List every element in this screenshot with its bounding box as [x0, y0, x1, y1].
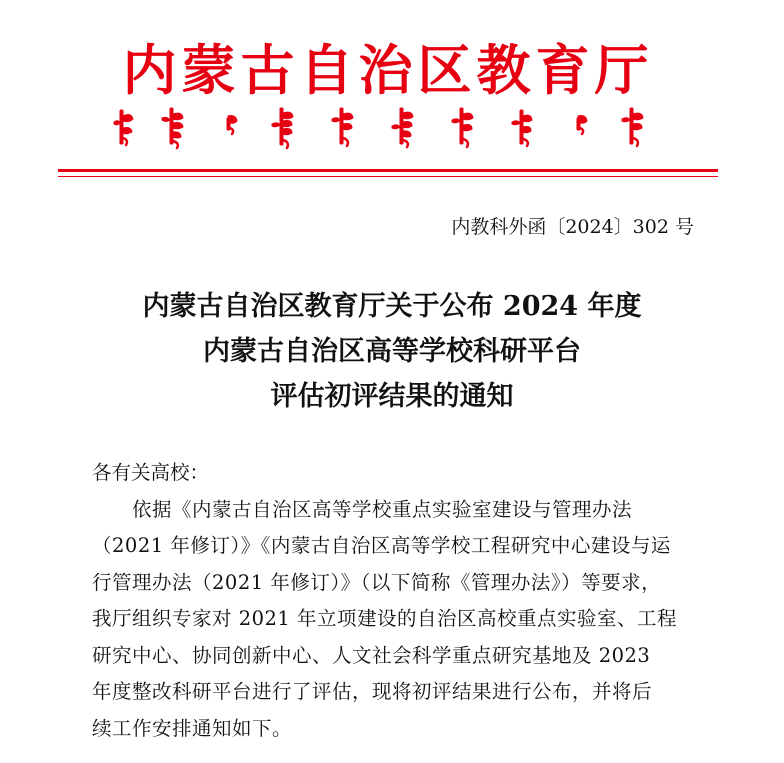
- mongolian-word-8: [512, 110, 532, 146]
- document-title-line-2: 内蒙古自治区高等学校科研平台: [203, 336, 581, 367]
- document-title-line-1: 内蒙古自治区教育厅关于公布 2024 年度: [142, 291, 642, 322]
- document-body: [92, 455, 704, 747]
- paragraph-line: 我厅组织专家对 2021 年立项建设的自治区高校重点实验室、工程: [92, 607, 678, 630]
- mongolian-word-5: [332, 108, 353, 146]
- mongolian-word-3: [227, 116, 237, 134]
- letterhead-title: 内蒙古自治区教育厅: [122, 38, 654, 102]
- mongolian-word-9: [577, 116, 587, 134]
- mongolian-word-2: [162, 108, 183, 148]
- document-title-line-3: 评估初评结果的通知: [270, 381, 514, 412]
- mongolian-word-1: [114, 110, 133, 145]
- letterhead-mongolian-script: [100, 104, 680, 150]
- paragraph-line: （2021 年修订）》《内蒙古自治区高等学校工程研究中心建设与运: [92, 534, 671, 557]
- paragraph-line: 研究中心、协同创新中心、人文社会科学重点研究基地及 2023: [92, 643, 651, 667]
- body-paragraph: [92, 492, 704, 748]
- mongolian-word-10: [622, 108, 643, 146]
- paragraph-line: 依据《内蒙古自治区高等学校重点实验室建设与管理办法: [132, 497, 633, 521]
- letterhead-divider-thick: [58, 169, 718, 172]
- mongolian-word-6: [392, 108, 413, 147]
- paragraph-line: 续工作安排通知如下。: [92, 716, 293, 740]
- document-number: 内教科外函〔2024〕302 号: [451, 216, 694, 238]
- mongolian-word-7: [452, 108, 473, 147]
- paragraph-line: 年度整改科研平台进行了评估，现将初评结果进行公布，并将后: [92, 680, 653, 703]
- mongolian-script-graphic: [100, 104, 680, 150]
- mongolian-word-4: [272, 108, 293, 148]
- paragraph-line: 行管理办法（2021 年修订）》（以下简称《管理办法》）等要求，: [92, 570, 662, 594]
- salutation: 各有关高校：: [92, 461, 210, 484]
- letterhead-divider-thin: [58, 176, 718, 177]
- document-title: [0, 284, 784, 419]
